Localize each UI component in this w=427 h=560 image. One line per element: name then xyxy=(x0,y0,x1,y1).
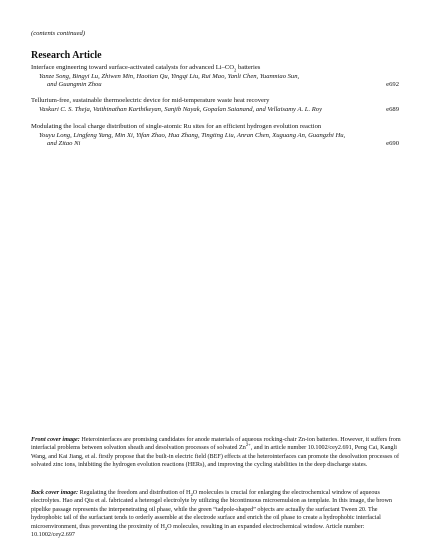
back-cover-label: Back cover image: xyxy=(31,490,79,496)
authors-text: and Zitao Ni xyxy=(47,140,81,148)
article-title-text: Interface engineering toward surface-activated catalysts for advanced Li–CO xyxy=(31,64,235,71)
front-cover-text: Heterointerfaces are promising candidates for anode materials of aqueous rocking-chair Zn-ion batteries. However, it suffers from interfacial problems between solvation sheath and desolvation processes of solvated Zn xyxy=(31,437,401,452)
contents-continued-label: (contents continued) xyxy=(31,30,86,37)
section-title: Research Article xyxy=(31,50,102,61)
back-cover-text: Regulating the freedom and distribution of H xyxy=(78,490,191,496)
article-title[interactable]: Modulating the local charge distribution of single-atomic Ru sites for an efficient hydrogen evolution reaction xyxy=(31,123,322,130)
article-title-subscript: 2 xyxy=(234,67,237,73)
article-page-number: e690 xyxy=(386,140,399,148)
article-authors xyxy=(31,73,399,90)
front-cover-description xyxy=(31,436,405,470)
back-cover-text-middle: O molecules is crucial for enlarging the electrochemical window of aqueous electrolytes. Hao and Qiu et al. fabricated a heterogel electrolyte by utilizing the bicontinuous microemulsion as template. In this image, the brown pipelike passage represents the interpenetrating oil phase, while the green “tadpole-shaped” objects are actually the surfactant Tween 20. The hydrophobic tail of the surfactant tends to orderly assemble at the electrode surface and enrich the oil phase to create a hydrophobic interfacial microenvironment, thus preventing the proximity of H xyxy=(31,490,392,530)
article-entry[interactable] xyxy=(31,64,399,90)
authors-line xyxy=(39,106,399,115)
back-cover-subscript: 2 xyxy=(164,525,168,531)
authors-line xyxy=(39,132,399,141)
authors-text: Yanze Song, Bingyi Lu, Zhiwen Min, Haotian Qu, Yingqi Liu, Rui Mao, Yanli Chen, Yuanmiao Sun, xyxy=(39,72,300,80)
front-cover-label: Front cover image: xyxy=(31,437,80,443)
authors-text: and Guangmin Zhou xyxy=(47,81,102,89)
authors-line xyxy=(39,73,399,82)
article-page-number: e689 xyxy=(386,105,399,113)
authors-line xyxy=(39,140,399,149)
authors-text: Vaskuri C. S. Theja, Vaithinathan Karthikeyan, Sanjib Nayak, Gopalan Saianand, and Vellaisamy A. L. Roy xyxy=(39,105,323,113)
article-title[interactable] xyxy=(31,64,399,73)
front-cover-superscript: 2+ xyxy=(245,442,251,448)
authors-line xyxy=(39,81,399,90)
article-entry[interactable] xyxy=(31,123,399,149)
back-cover-description xyxy=(31,489,405,539)
back-cover-subscript: 2 xyxy=(190,492,193,498)
article-authors xyxy=(31,132,399,149)
back-cover-text-end: O molecules, resulting in an expanded electrochemical window. Article number: 10.1002/cey2.697 xyxy=(31,523,365,539)
authors-text: Youyu Long, Lingfeng Yang, Min Xi, Yifan Zhao, Hua Zhang, Tingting Liu, Anran Chen, Xuguang An, Guangzhi Hu, xyxy=(39,131,346,139)
article-title[interactable]: Tellurium-free, sustainable thermoelectric device for mid-temperature waste heat recovery xyxy=(31,97,270,104)
article-title-text-end: batteries xyxy=(236,64,261,71)
article-entry[interactable] xyxy=(31,97,399,114)
article-authors xyxy=(31,106,399,115)
front-cover-text-end: , and in article number 10.1002/cey2.691, Peng Cai, Kangli Wang, and Kai Jiang, et al. firstly propose that the built-in electric field (BEF) effects at the heterointerfaces can promote the desolvation processes of solvated zinc ions, inhibiting the hydrogen evolution reactions (HERs), and improving the cycling stabilities in the deep discharge states. xyxy=(31,445,400,469)
article-page-number: e692 xyxy=(386,81,399,89)
